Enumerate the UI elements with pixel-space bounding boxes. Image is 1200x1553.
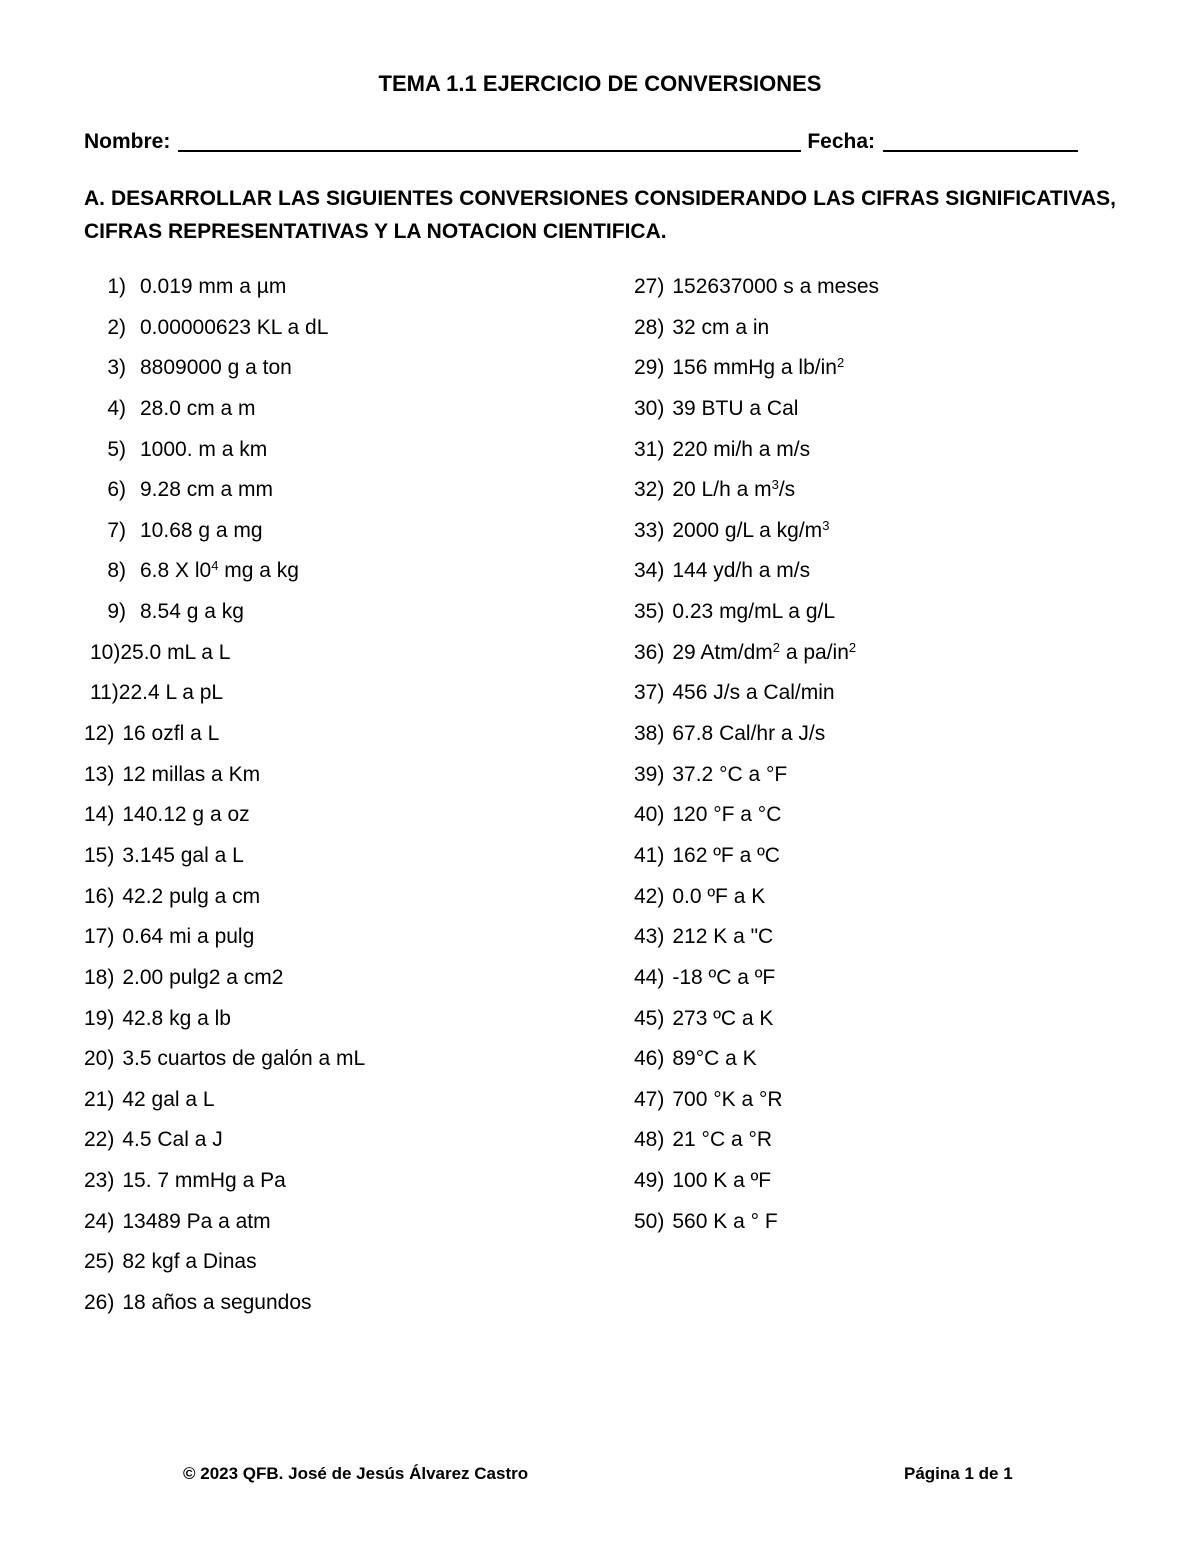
exercise-item: [84, 392, 604, 433]
exercise-text: 212 K a "C: [672, 925, 774, 949]
exercise-text: 0.0 ºF a K: [672, 884, 766, 908]
exercise-text: 12 millas a Km: [122, 762, 261, 786]
exercise-number: 50): [634, 1209, 665, 1233]
exercise-text: 0.019 mm a µm: [140, 275, 287, 298]
exercise-text: 29 Atm/$dm^2$ a $pa/in^2$: [672, 639, 857, 664]
exercise-item: [84, 595, 604, 636]
exercise-text: 89°C a K: [672, 1047, 757, 1071]
exercise-number: 11): [90, 681, 119, 705]
exercise-text: 2.00 pulg2 a cm2: [122, 965, 284, 989]
exercise-number: 45): [634, 1006, 665, 1030]
exercise-item: [84, 1286, 604, 1327]
exercise-item: [634, 1164, 1154, 1205]
exercise-item: [84, 758, 604, 799]
exercise-item: [634, 514, 1154, 555]
date-field[interactable]: [883, 128, 1078, 152]
exercise-text: 39 BTU a Cal: [672, 396, 799, 420]
exercise-number: 33): [634, 518, 665, 542]
exercise-number: 31): [634, 437, 665, 461]
exercise-item: [634, 595, 1154, 636]
exercise-item: [634, 1205, 1154, 1246]
exercise-number: 8): [107, 559, 126, 583]
name-field[interactable]: [178, 128, 801, 152]
exercise-number: 46): [634, 1047, 665, 1071]
exercise-item: [84, 636, 604, 677]
exercise-number: 4): [107, 396, 126, 420]
exercise-text: 9.28 cm a mm: [140, 478, 274, 502]
exercise-number: 36): [634, 640, 665, 664]
exercise-item: [84, 311, 604, 352]
exercise-text: 8.54 g a kg: [140, 600, 244, 624]
exercise-text: -18 ºC a ºF: [672, 965, 776, 989]
exercise-text: 220 mi/h a m/s: [672, 437, 811, 461]
exercise-text: 120 °F a °C: [672, 803, 782, 827]
exercise-number: 13): [84, 762, 115, 786]
exercise-item: [634, 798, 1154, 839]
exercise-item: [84, 676, 604, 717]
exercise-number: 10): [90, 640, 121, 664]
exercise-item: [84, 961, 604, 1002]
exercise-number: 5): [107, 437, 126, 461]
exercise-text: 25.0 mL a L: [120, 640, 231, 664]
exercise-item: [84, 433, 604, 474]
exercise-number: 42): [634, 884, 665, 908]
exercise-text: 3.5 cuartos de galón a mL: [122, 1047, 366, 1071]
footer-page-number: Página 1 de 1: [904, 1464, 1013, 1483]
exercise-item: [634, 433, 1154, 474]
exercise-text: 4.5 Cal a J: [122, 1128, 223, 1152]
exercise-number: 32): [634, 478, 665, 502]
exercise-text: 10.68 g a mg: [140, 518, 263, 542]
exercise-number: 6): [107, 478, 126, 502]
exercise-item: [634, 880, 1154, 921]
exercise-item: [84, 717, 604, 758]
exercise-number: 28): [634, 315, 665, 339]
exercise-text: 32 cm a in: [672, 315, 770, 339]
footer-copyright: © 2023 QFB. José de Jesús Álvarez Castro: [183, 1464, 529, 1483]
exercise-item: [634, 636, 1154, 677]
exercise-number: 9): [107, 600, 126, 624]
exercise-number: 35): [634, 600, 665, 624]
exercise-text: 0.00000623 KL a dL: [140, 315, 329, 339]
exercise-text: 0.23 mg/mL a g/L: [672, 600, 836, 624]
exercise-number: 1): [107, 275, 126, 298]
exercise-item: [634, 758, 1154, 799]
exercise-text: 82 kgf a Dinas: [122, 1250, 257, 1274]
exercise-text: 144 yd/h a m/s: [672, 559, 811, 583]
exercise-text: 100 K a ºF: [672, 1169, 772, 1193]
exercise-text: 152637000 s a meses: [672, 275, 880, 298]
exercise-item: [634, 351, 1154, 392]
exercise-text: 37.2 °C a °F: [672, 762, 788, 786]
exercise-number: 23): [84, 1169, 115, 1193]
exercise-text: 21 °C a °R: [672, 1128, 773, 1152]
exercise-text: 42 gal a L: [122, 1087, 215, 1111]
exercise-number: 24): [84, 1209, 115, 1233]
instructions: A. DESARROLLAR LAS SIGUIENTES CONVERSIONES CONSIDERANDO LAS CIFRAS SIGNIFICATIVAS, CIFRAS REPRESENTATIVAS Y LA NOTACION CIENTIFICA.: [84, 187, 1116, 243]
exercise-number: 21): [84, 1087, 115, 1111]
exercise-number: 38): [634, 722, 665, 746]
exercise-text: 20 L/h a $m^3/s$: [672, 477, 796, 502]
exercise-item: [84, 554, 604, 595]
name-date-line: [84, 128, 1116, 154]
exercise-number: 26): [84, 1291, 115, 1315]
exercise-text: 16 ozfl a L: [122, 722, 220, 746]
exercise-item: [84, 1002, 604, 1043]
exercise-item: [634, 1123, 1154, 1164]
exercise-number: 18): [84, 965, 115, 989]
exercise-item: [634, 717, 1154, 758]
exercise-item: [84, 1123, 604, 1164]
exercise-number: 41): [634, 843, 665, 867]
exercise-number: 25): [84, 1250, 115, 1274]
exercise-item: [634, 1002, 1154, 1043]
exercise-number: 17): [84, 925, 115, 949]
exercise-number: 20): [84, 1047, 115, 1071]
exercise-item: [634, 554, 1154, 595]
exercise-item: [84, 1042, 604, 1083]
exercise-number: 15): [84, 843, 115, 867]
exercise-text: 560 K a ° F: [672, 1209, 778, 1233]
exercise-number: 49): [634, 1169, 665, 1193]
exercise-item: [84, 798, 604, 839]
exercise-number: 7): [107, 518, 126, 542]
exercise-item: [634, 1042, 1154, 1083]
exercise-text: 6.8 X $l0^4$ mg a kg: [140, 558, 299, 583]
exercise-number: 48): [634, 1128, 665, 1152]
exercise-item: [84, 514, 604, 555]
exercise-item: [84, 270, 604, 311]
exercise-item: [84, 839, 604, 880]
date-label: Fecha:: [807, 130, 876, 153]
exercise-item: [84, 920, 604, 961]
exercise-number: 37): [634, 681, 665, 705]
exercise-number: 40): [634, 803, 665, 827]
exercise-number: 27): [634, 275, 665, 298]
exercise-text: 0.64 mi a pulg: [122, 925, 255, 949]
exercise-text: 28.0 cm a m: [140, 396, 256, 420]
exercise-number: 30): [634, 396, 665, 420]
exercise-number: 47): [634, 1087, 665, 1111]
exercise-item: [634, 1083, 1154, 1124]
exercise-number: 19): [84, 1006, 115, 1030]
exercise-item: [634, 473, 1154, 514]
exercise-item: [84, 1205, 604, 1246]
exercise-item: [84, 880, 604, 921]
exercise-item: [634, 920, 1154, 961]
exercise-text: 162 ºF a ºC: [672, 843, 780, 867]
exercise-text: 700 °K a °R: [672, 1087, 783, 1111]
exercise-item: [84, 351, 604, 392]
exercise-text: 273 ºC a K: [672, 1006, 774, 1030]
name-label: Nombre:: [84, 130, 171, 153]
exercise-number: 14): [84, 803, 115, 827]
exercise-item: [84, 473, 604, 514]
exercise-item: [634, 839, 1154, 880]
exercise-list-left: [84, 270, 604, 1327]
exercise-text: 42.2 pulg a cm: [122, 884, 261, 908]
exercise-number: 29): [634, 356, 665, 380]
exercise-item: [84, 1245, 604, 1286]
exercise-text: 456 J/s a Cal/min: [672, 681, 835, 705]
exercise-number: 2): [107, 315, 126, 339]
exercise-text: 13489 Pa a atm: [122, 1209, 271, 1233]
exercise-number: 39): [634, 762, 665, 786]
exercise-number: 22): [84, 1128, 115, 1152]
page-title: TEMA 1.1 EJERCICIO DE CONVERSIONES: [378, 71, 822, 96]
exercise-number: 34): [634, 559, 665, 583]
exercise-number: 3): [107, 356, 126, 380]
exercise-number: 43): [634, 925, 665, 949]
exercise-text: 15. 7 mmHg a Pa: [122, 1169, 286, 1193]
exercise-text: 18 años a segundos: [122, 1291, 312, 1315]
exercise-text: 42.8 kg a lb: [122, 1006, 231, 1030]
exercise-number: 44): [634, 965, 665, 989]
exercise-item: [84, 1164, 604, 1205]
exercise-text: 3.145 gal a L: [122, 843, 244, 867]
exercise-text: 140.12 g a oz: [122, 803, 250, 827]
exercise-number: 16): [84, 884, 115, 908]
exercise-number: 12): [84, 722, 115, 746]
exercise-item: [634, 270, 1154, 311]
exercise-item: [634, 392, 1154, 433]
exercise-list-right: [634, 270, 1154, 1245]
exercise-item: [634, 311, 1154, 352]
exercise-text: 22.4 L a pL: [118, 681, 224, 705]
exercise-item: [634, 676, 1154, 717]
exercise-text: 2000 g/L a $kg/m^3$: [672, 517, 830, 542]
exercise-item: [634, 961, 1154, 1002]
exercise-text: 8809000 g a ton: [140, 356, 292, 380]
exercise-item: [84, 1083, 604, 1124]
exercise-text: 156 mmHg a $lb/in^2$: [672, 355, 845, 380]
exercise-text: 67.8 Cal/hr a J/s: [672, 722, 826, 746]
exercise-text: 1000. m a km: [140, 437, 268, 461]
